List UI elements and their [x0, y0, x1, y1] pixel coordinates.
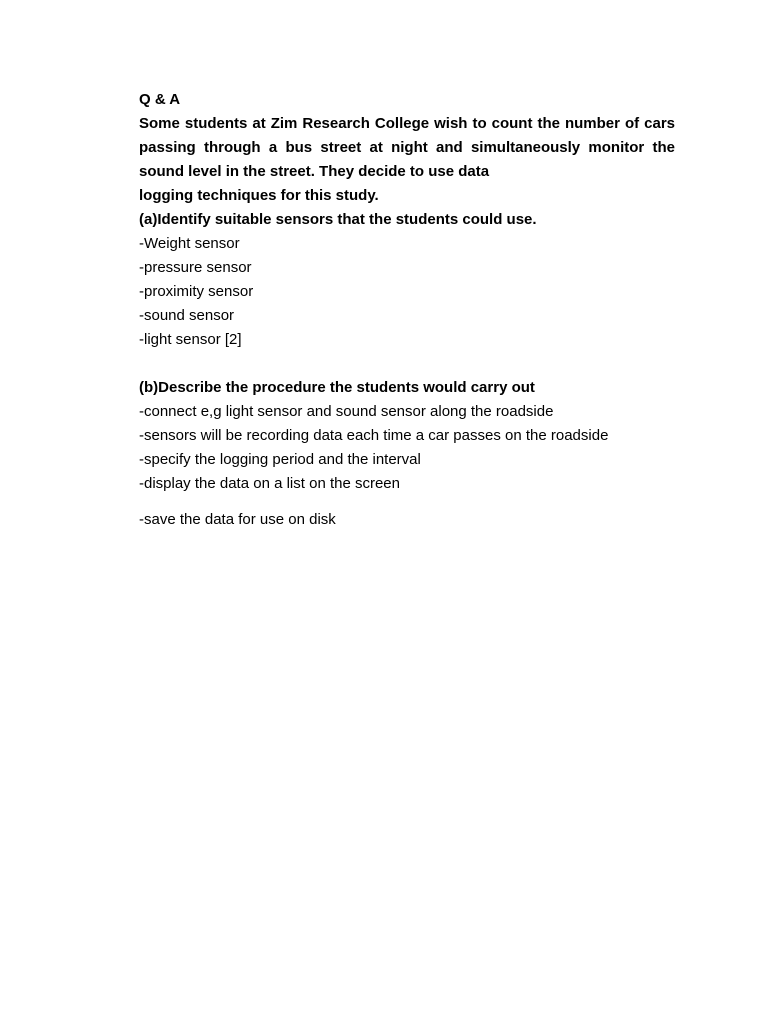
paragraph-gap	[139, 496, 675, 508]
answer-a-2: -pressure sensor	[139, 259, 252, 276]
answer-a-3: -proximity sensor	[139, 283, 254, 300]
answer-b-3: -specify the logging period and the interval	[139, 451, 421, 468]
question-b-prompt: (b)Describe the procedure the students would carry out	[139, 379, 535, 396]
heading: Q & A	[139, 91, 181, 108]
answer-a-4: -sound sensor	[139, 307, 235, 324]
answer-b-final: -save the data for use on disk	[139, 511, 336, 528]
question-a-prompt: (a)Identify suitable sensors that the students could use.	[139, 211, 537, 228]
blank-line	[139, 352, 675, 376]
answer-b-4: -display the data on a list on the screen	[139, 475, 400, 492]
intro-continuation: logging techniques for this study.	[139, 187, 379, 204]
answer-a-5: -light sensor [2]	[139, 331, 242, 348]
answer-b-1: -connect e,g light sensor and sound sensor along the roadside	[139, 403, 554, 420]
answer-a-1: -Weight sensor	[139, 235, 240, 252]
answer-b-2: -sensors will be recording data each time a car passes on the roadside	[139, 427, 609, 444]
intro-paragraph: Some students at Zim Research College wish to count the number of cars passing through a bus street at night and simultaneously monitor the sound level in the street. They decide to use data	[139, 115, 675, 180]
